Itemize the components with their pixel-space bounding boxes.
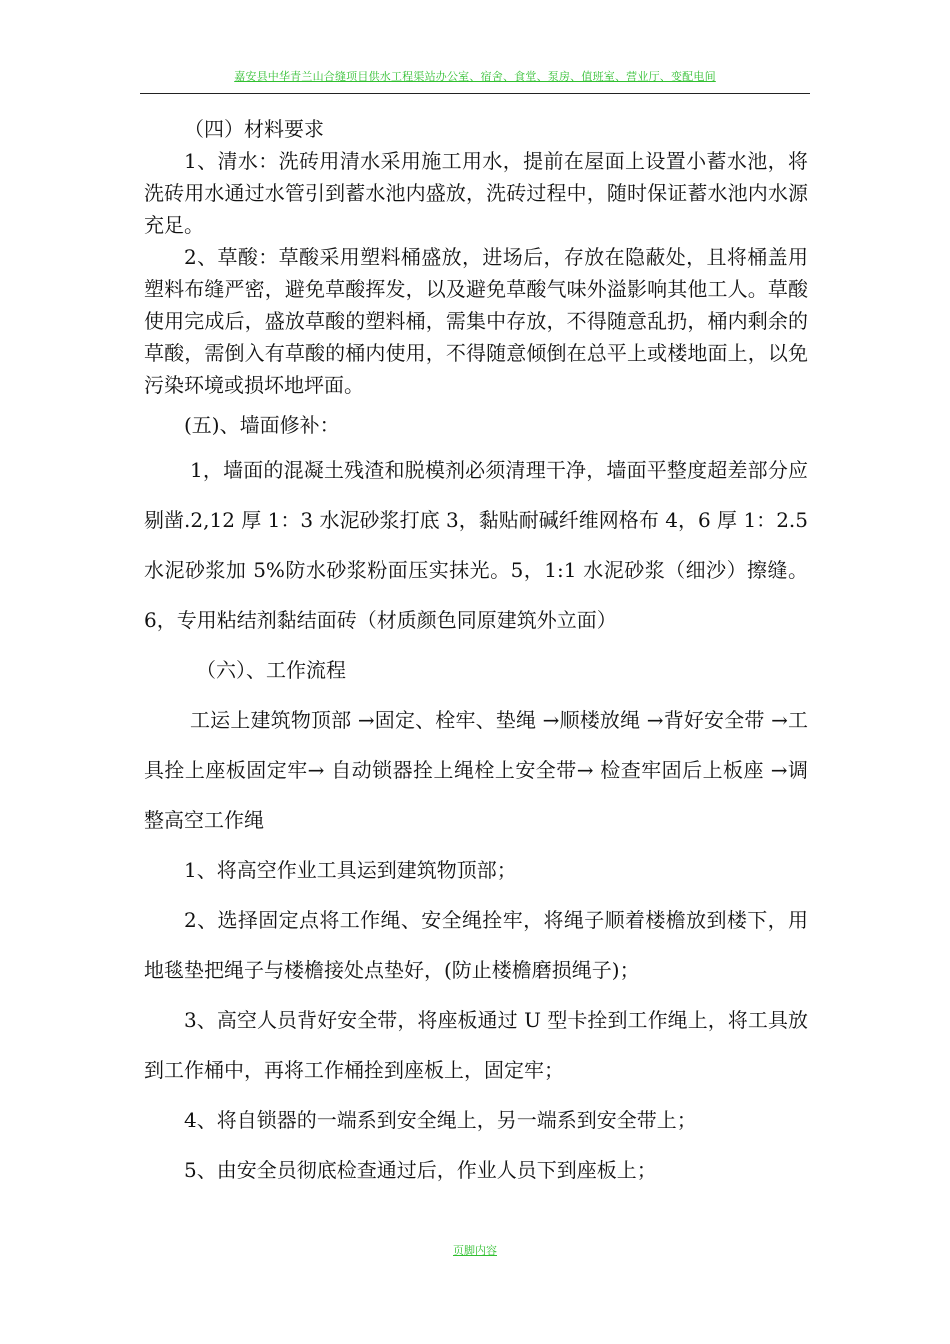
header-divider — [140, 93, 810, 94]
workflow-heading: （六）、工作流程 — [196, 658, 346, 682]
wall-repair-body: 1，墙面的混凝土残渣和脱模剂必须清理干净，墙面平整度超差部分应剔凿.2,12 厚 1：3 水泥砂浆打底 3，黏贴耐碱纤维网格布 4，6 厚 1：2.5 水泥砂浆加 5%防水砂浆粉面压实抹光。5，1:1 水泥砂浆（细沙）擦缝。6，专用粘结剂黏结面砖（材质颜色同原建筑外立面） — [144, 458, 808, 632]
page-header: 嘉安县中华青兰山合缝项目供水工程渠站办公室、宿舍、食堂、泵房、值班室、营业厅、变配电间 — [234, 70, 716, 83]
workflow-step-2: 2、选择固定点将工作绳、安全绳拴牢，将绳子顺着楼檐放到楼下，用地毯垫把绳子与楼檐接处点垫好，(防止楼檐磨损绳子)； — [144, 908, 808, 982]
page-footer: 页脚内容 — [453, 1244, 497, 1257]
workflow-step-4: 4、将自锁器的一端系到安全绳上，另一端系到安全带上； — [184, 1108, 697, 1132]
workflow-step-3: 3、高空人员背好安全带，将座板通过 U 型卡拴到工作绳上，将工具放到工作桶中，再将工作桶拴到座板上，固定牢； — [144, 1008, 808, 1082]
materials-heading: （四）材料要求 — [184, 117, 324, 141]
wall-repair-heading: (五)、墙面修补： — [184, 413, 340, 437]
workflow-step-5: 5、由安全员彻底检查通过后，作业人员下到座板上； — [184, 1158, 657, 1182]
materials-item-oxalic-acid: 2、草酸：草酸采用塑料桶盛放，进场后，存放在隐蔽处，且将桶盖用塑料布缝严密，避免草酸挥发，以及避免草酸气味外溢影响其他工人。草酸使用完成后，盛放草酸的塑料桶，需集中存放，不得随意乱扔，桶内剩余的草酸，需倒入有草酸的桶内使用，不得随意倾倒在总平上或楼地面上，以免污染环境或损坏地坪面。 — [144, 245, 808, 397]
materials-item-water: 1、清水：洗砖用清水采用施工用水，提前在屋面上设置小蓄水池，将洗砖用水通过水管引到蓄水池内盛放，洗砖过程中，随时保证蓄水池内水源充足。 — [144, 149, 808, 237]
workflow-summary: 工运上建筑物顶部 →固定、栓牢、垫绳 →顺楼放绳 →背好安全带 →工具拴上座板固定牢→ 自动锁器拴上绳栓上安全带→ 检查牢固后上板座 →调整高空工作绳 — [144, 708, 808, 832]
document-body — [144, 113, 808, 1195]
workflow-step-1: 1、将高空作业工具运到建筑物顶部； — [184, 858, 517, 882]
